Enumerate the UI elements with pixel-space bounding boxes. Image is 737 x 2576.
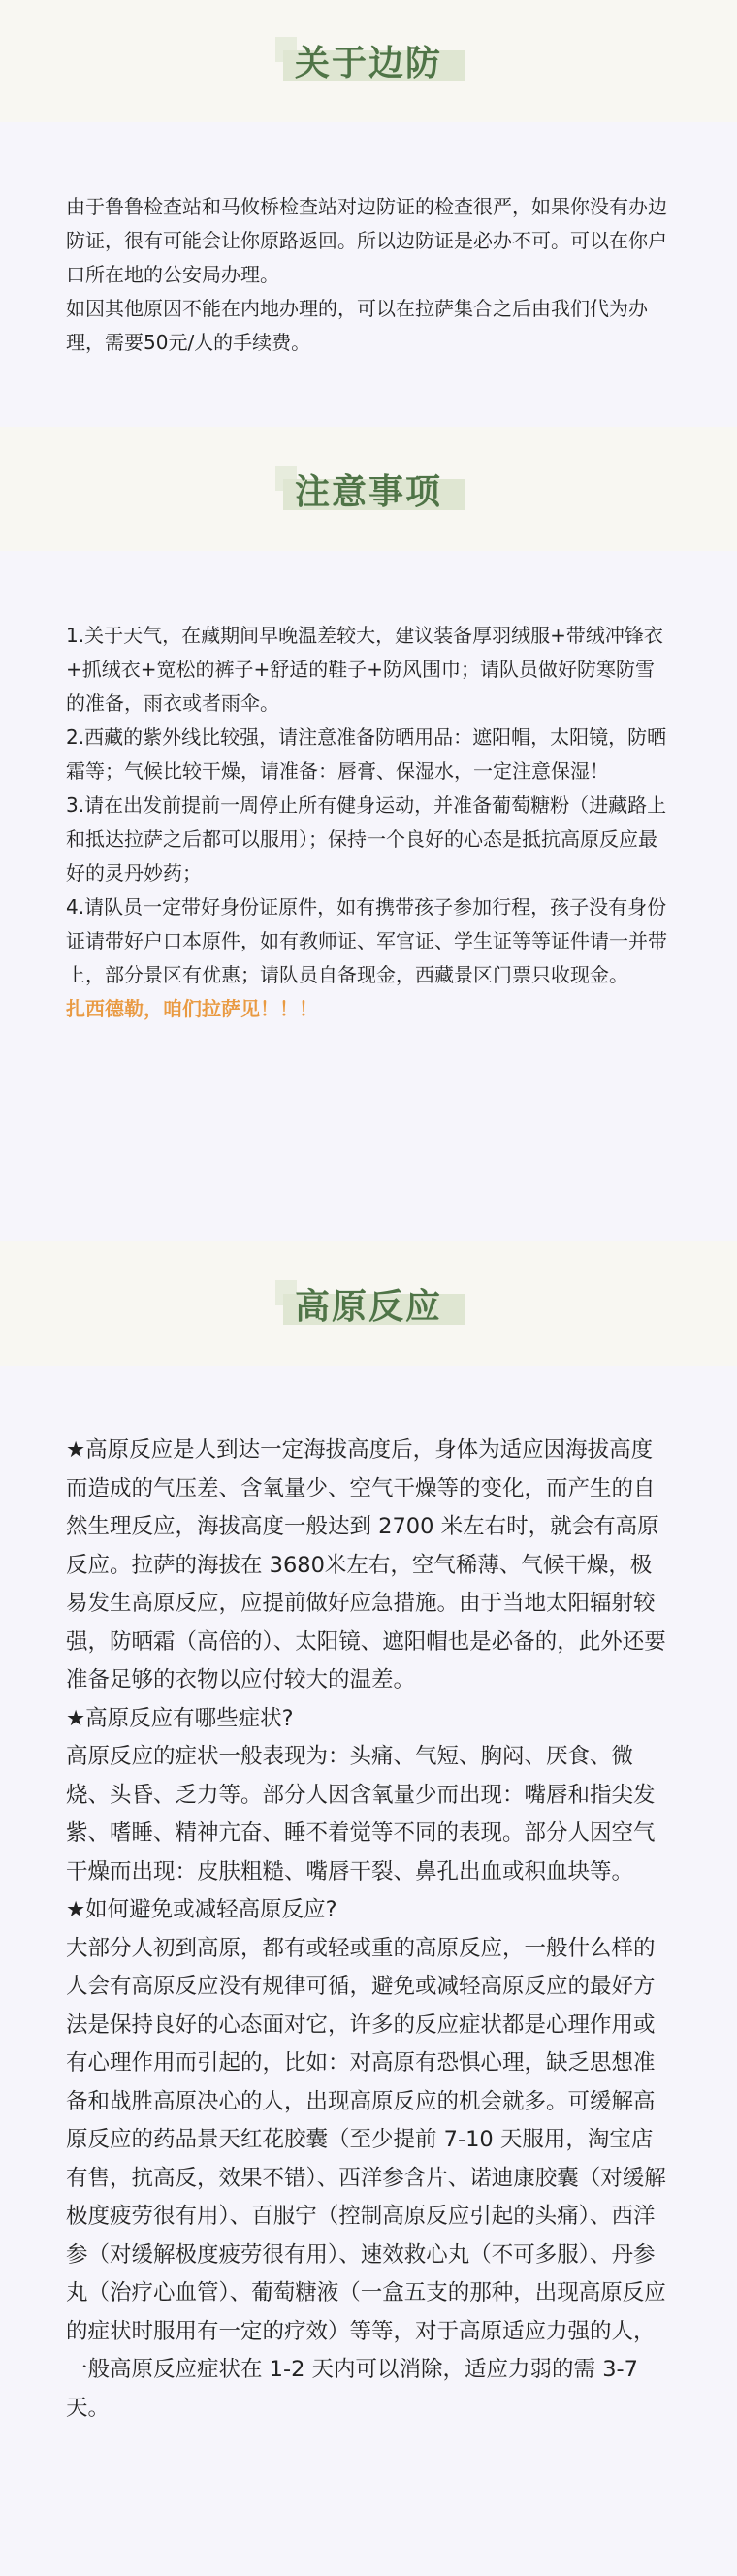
section-title: 注意事项 (294, 472, 442, 512)
paragraph: 如因其他原因不能在内地办理的，可以在拉萨集合之后由我们代为办理，需要50元/人的手续费。 (66, 297, 648, 354)
section-title-notes (289, 469, 448, 516)
paragraph: 4.请队员一定带好身份证原件，如有携带孩子参加行程，孩子没有身份证请带好户口本原件，如有教师证、军官证、学生证等等证件请一并带上，部分景区有优惠；请队员自备现金，西藏景区门票只收现金。 (66, 895, 667, 986)
paragraph: 1.关于天气，在藏期间早晚温差较大，建议装备厚羽绒服+带绒冲锋衣+抓绒衣+宽松的裤子+舒适的鞋子+防风围巾；请队员做好防寒防雪的准备，雨衣或者雨伞。 (66, 624, 663, 715)
paragraph: 高原反应的症状一般表现为：头痛、气短、胸闷、厌食、微烧、头昏、乏力等。部分人因含氧量少而出现：嘴唇和指尖发紫、嗜睡、精神亢奋、睡不着觉等不同的表现。部分人因空气干燥而出现：皮肤粗糙、嘴唇干裂、鼻孔出血或积血块等。 (66, 1744, 656, 1884)
section-title-altitude (289, 1284, 448, 1331)
section-heading-wrap (0, 469, 737, 516)
section-heading-wrap (0, 41, 737, 87)
paragraph: 2.西藏的紫外线比较强，请注意准备防晒用品：遮阳帽，太阳镜，防晒霜等；气候比较干燥，请准备：唇膏、保湿水，一定注意保湿！ (66, 725, 667, 783)
section-heading-wrap (0, 1284, 737, 1331)
paragraph: 大部分人初到高原，都有或轻或重的高原反应，一般什么样的人会有高原反应没有规律可循，避免或减轻高原反应的最好方法是保持良好的心态面对它，许多的反应症状都是心理作用或有心理作用而引起的，比如：对高原有恐惧心理，缺乏思想准备和战胜高原决心的人，出现高原反应的机会就多。可缓解高原反应的药品景天红花胶囊（至少提前 7-10 天服用，淘宝店有售，抗高反，效果不错）、西洋参含片、诺迪康胶囊（对缓解极度疲劳很有用）、百服宁（控制高原反应引起的头痛）、西洋参（对缓解极度疲劳很有用）、速效救心丸（不可多服）、丹参丸（治疗心血管）、葡萄糖液（一盒五支的那种，出现高原反应的症状时服用有一定的疗效）等等，对于高原适应力强的人，一般高原反应症状在 1-2 天内可以消除，适应力弱的需 3-7 天。 (66, 1935, 666, 2421)
paragraph: 由于鲁鲁检查站和马攸桥检查站对边防证的检查很严，如果你没有办边防证，很有可能会让你原路返回。所以边防证是必办不可。可以在你户口所在地的公安局办理。 (66, 195, 667, 286)
notes-text (66, 619, 671, 1026)
subheading: ★如何避免或减轻高原反应? (66, 1897, 337, 1922)
paragraph: 3.请在出发前提前一周停止所有健身运动，并准备葡萄糖粉（进藏路上和抵达拉萨之后都可以服用）；保持一个良好的心态是抵抗高原反应最好的灵丹妙药； (66, 793, 667, 885)
altitude-text (66, 1432, 671, 2428)
subheading: ★高原反应有哪些症状? (66, 1705, 294, 1731)
section-title: 关于边防 (294, 44, 442, 83)
section-title-border (289, 41, 448, 87)
closing-greeting: 扎西德勒，咱们拉萨见！！！ (66, 997, 318, 1020)
paragraph: ★高原反应是人到达一定海拔高度后，身体为适应因海拔高度而造成的气压差、含氧量少、空气干燥等的变化，而产生的自然生理反应，海拔高度一般达到 2700 米左右时，就会有高原反应。拉萨的海拔在 3680米左右，空气稀薄、气候干燥，极易发生高原反应，应提前做好应急措施。由于当地太阳辐射较强，防晒霜（高倍的）、太阳镜、遮阳帽也是必备的，此外还要准备足够的衣物以应付较大的温差。 (66, 1437, 666, 1692)
border-text (66, 190, 671, 360)
section-title: 高原反应 (294, 1287, 442, 1327)
